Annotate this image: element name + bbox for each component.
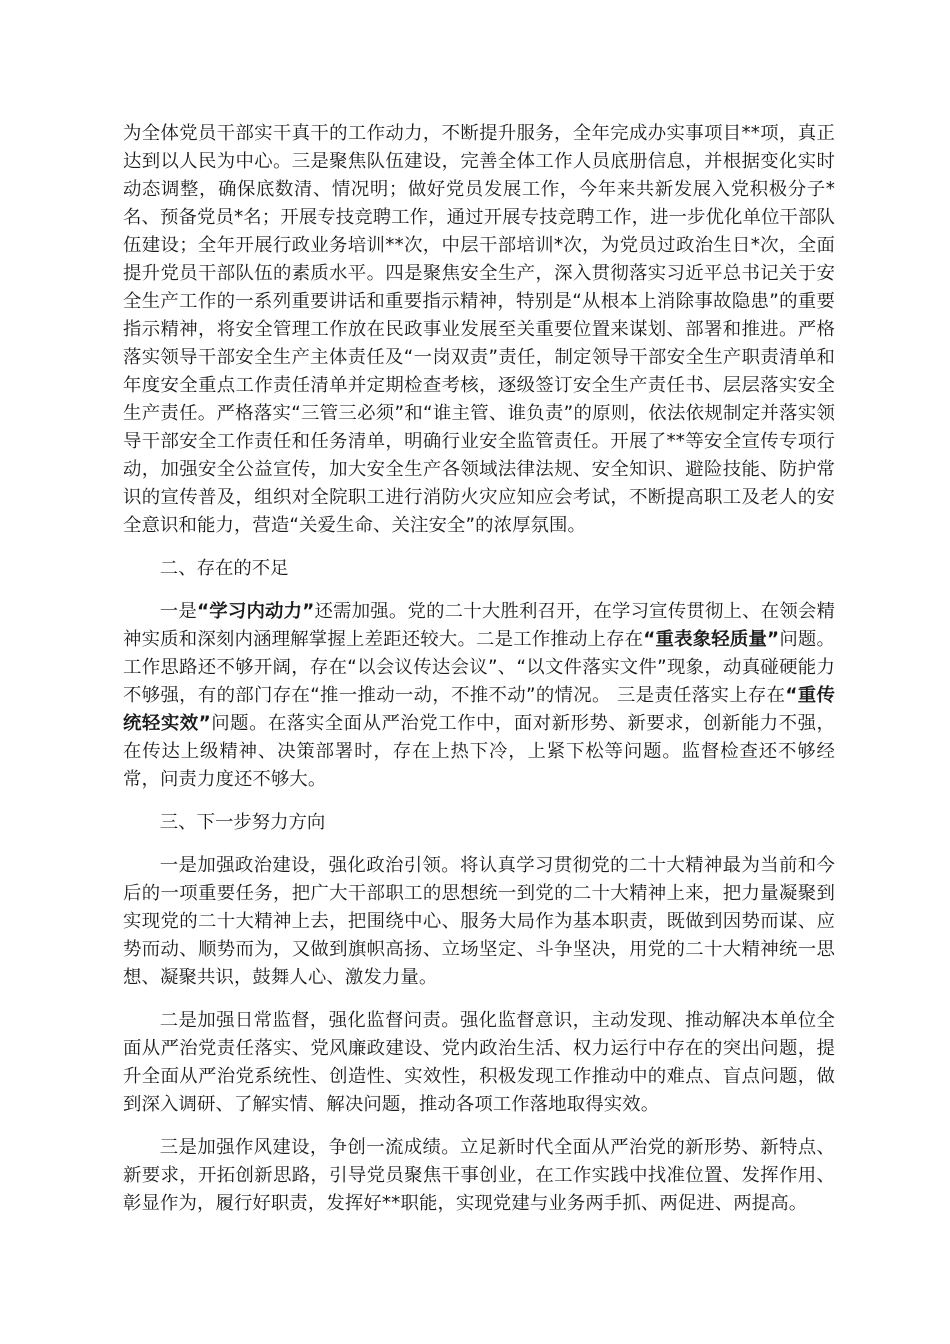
paragraph-work-summary: 为全体党员干部实干真干的工作动力，不断提升服务，全年完成办实事项目**项，真正达到以人民为中心。三是聚焦队伍建设，完善全体工作人员底册信息，并根据变化实时动态调整，确保底数清、情况明；做好党员发展工作，今年来共新发展入党积极分子*名、预备党员*名；开展专技竞聘工作，通过开展专技竞聘工作，进一步优化单位干部队伍建设；全年开展行政业务培训**次，中层干部培训*次，为党员过政治生日*次，全面提升党员干部队伍的素质水平。四是聚焦安全生产，深入贯彻落实习近平总书记关于安全生产工作的一系列重要讲话和重要指示精神，特别是“从根本上消除事故隐患”的重要指示精神，将安全管理工作放在民政事业发展至关重要位置来谋划、部署和推进。严格落实领导干部安全生产主体责任及“一岗双责”责任，制定领导干部安全生产职责清单和年度安全重点工作责任清单并定期检查考核，逐级签订安全生产责任书、层层落实安全生产责任。严格落实“三管三必须”和“谁主管、谁负责”的原则，依法依规制定并落实领导干部安全工作责任和任务清单，明确行业安全监管责任。开展了**等安全宣传专项行动，加强安全公益宣传，加大安全生产各领域法律法规、安全知识、避险技能、防护常识的宣传普及，组织对全院职工进行消防火灾应知应会考试，不断提高职工及老人的安全意识和能力，营造“关爱生命、关注安全”的浓厚氛围。 bbox=[123, 123, 835, 536]
text-run: 一是 bbox=[159, 601, 197, 622]
text-run: 问题。在落实全面从严治党工作中，面对新形势、新要求，创新能力不强，在传达上级精神、决策部署时，存在上热下冷，上紧下松等问题。监督检查还不够经常，问责力度还不够大。 bbox=[123, 713, 835, 790]
bold-phrase: “学习内动力” bbox=[196, 601, 315, 622]
paragraph-shortcomings bbox=[123, 598, 835, 794]
paragraph-political-building: 一是加强政治建设，强化政治引领。将认真学习贯彻党的二十大精神最为当前和今后的一项重要任务，把广大干部职工的思想统一到党的二十大精神上来，把力量凝聚到实现党的二十大精神上去，把围绕中心、服务大局作为基本职责，既做到因势而谋、应势而动、顺势而为，又做到旗帜高扬、立场坚定、斗争坚决，用党的二十大精神统一思想、凝聚共识，鼓舞人心、激发力量。 bbox=[123, 855, 835, 988]
bold-phrase: “重传统轻实效” bbox=[123, 685, 836, 734]
bold-phrase: “重表象轻质量” bbox=[643, 629, 780, 650]
document-body bbox=[123, 120, 835, 1218]
paragraph-daily-supervision: 二是加强日常监督，强化监督问责。强化监督意识，主动发现、推动解决本单位全面从严治党责任落实、党风廉政建设、党内政治生活、权力运行中存在的突出问题，提升全面从严治党系统性、创造性、实效性，积极发现工作推动中的难点、盲点问题，做到深入调研、了解实情、解决问题，推动各项工作落地取得实效。 bbox=[123, 1010, 835, 1115]
section-heading-shortcomings: 二、存在的不足 bbox=[159, 558, 289, 579]
paragraph-work-style: 三是加强作风建设，争创一流成绩。立足新时代全面从严治党的新形势、新特点、新要求，开拓创新思路，引导党员聚焦干事创业，在工作实践中找准位置、发挥作用、彰显作为，履行好职责，发挥好**职能，实现党建与业务两手抓、两促进、两提高。 bbox=[123, 1137, 835, 1214]
section-heading-next-steps: 三、下一步努力方向 bbox=[159, 812, 326, 833]
text-run: 还需加强。党的二十大胜利召开，在学习宣传贯彻上、在领会精神实质和深刻内涵理解掌握上差距还较大。二是工作推动上存在 bbox=[123, 601, 835, 650]
text-run: 问题。工作思路还不够开阔，存在“以会议传达会议”、“以文件落实文件”现象，动真碰硬能力不够强，有的部门存在“推一推动一动，不推不动”的情况。 三是责任落实上存在 bbox=[123, 629, 835, 706]
